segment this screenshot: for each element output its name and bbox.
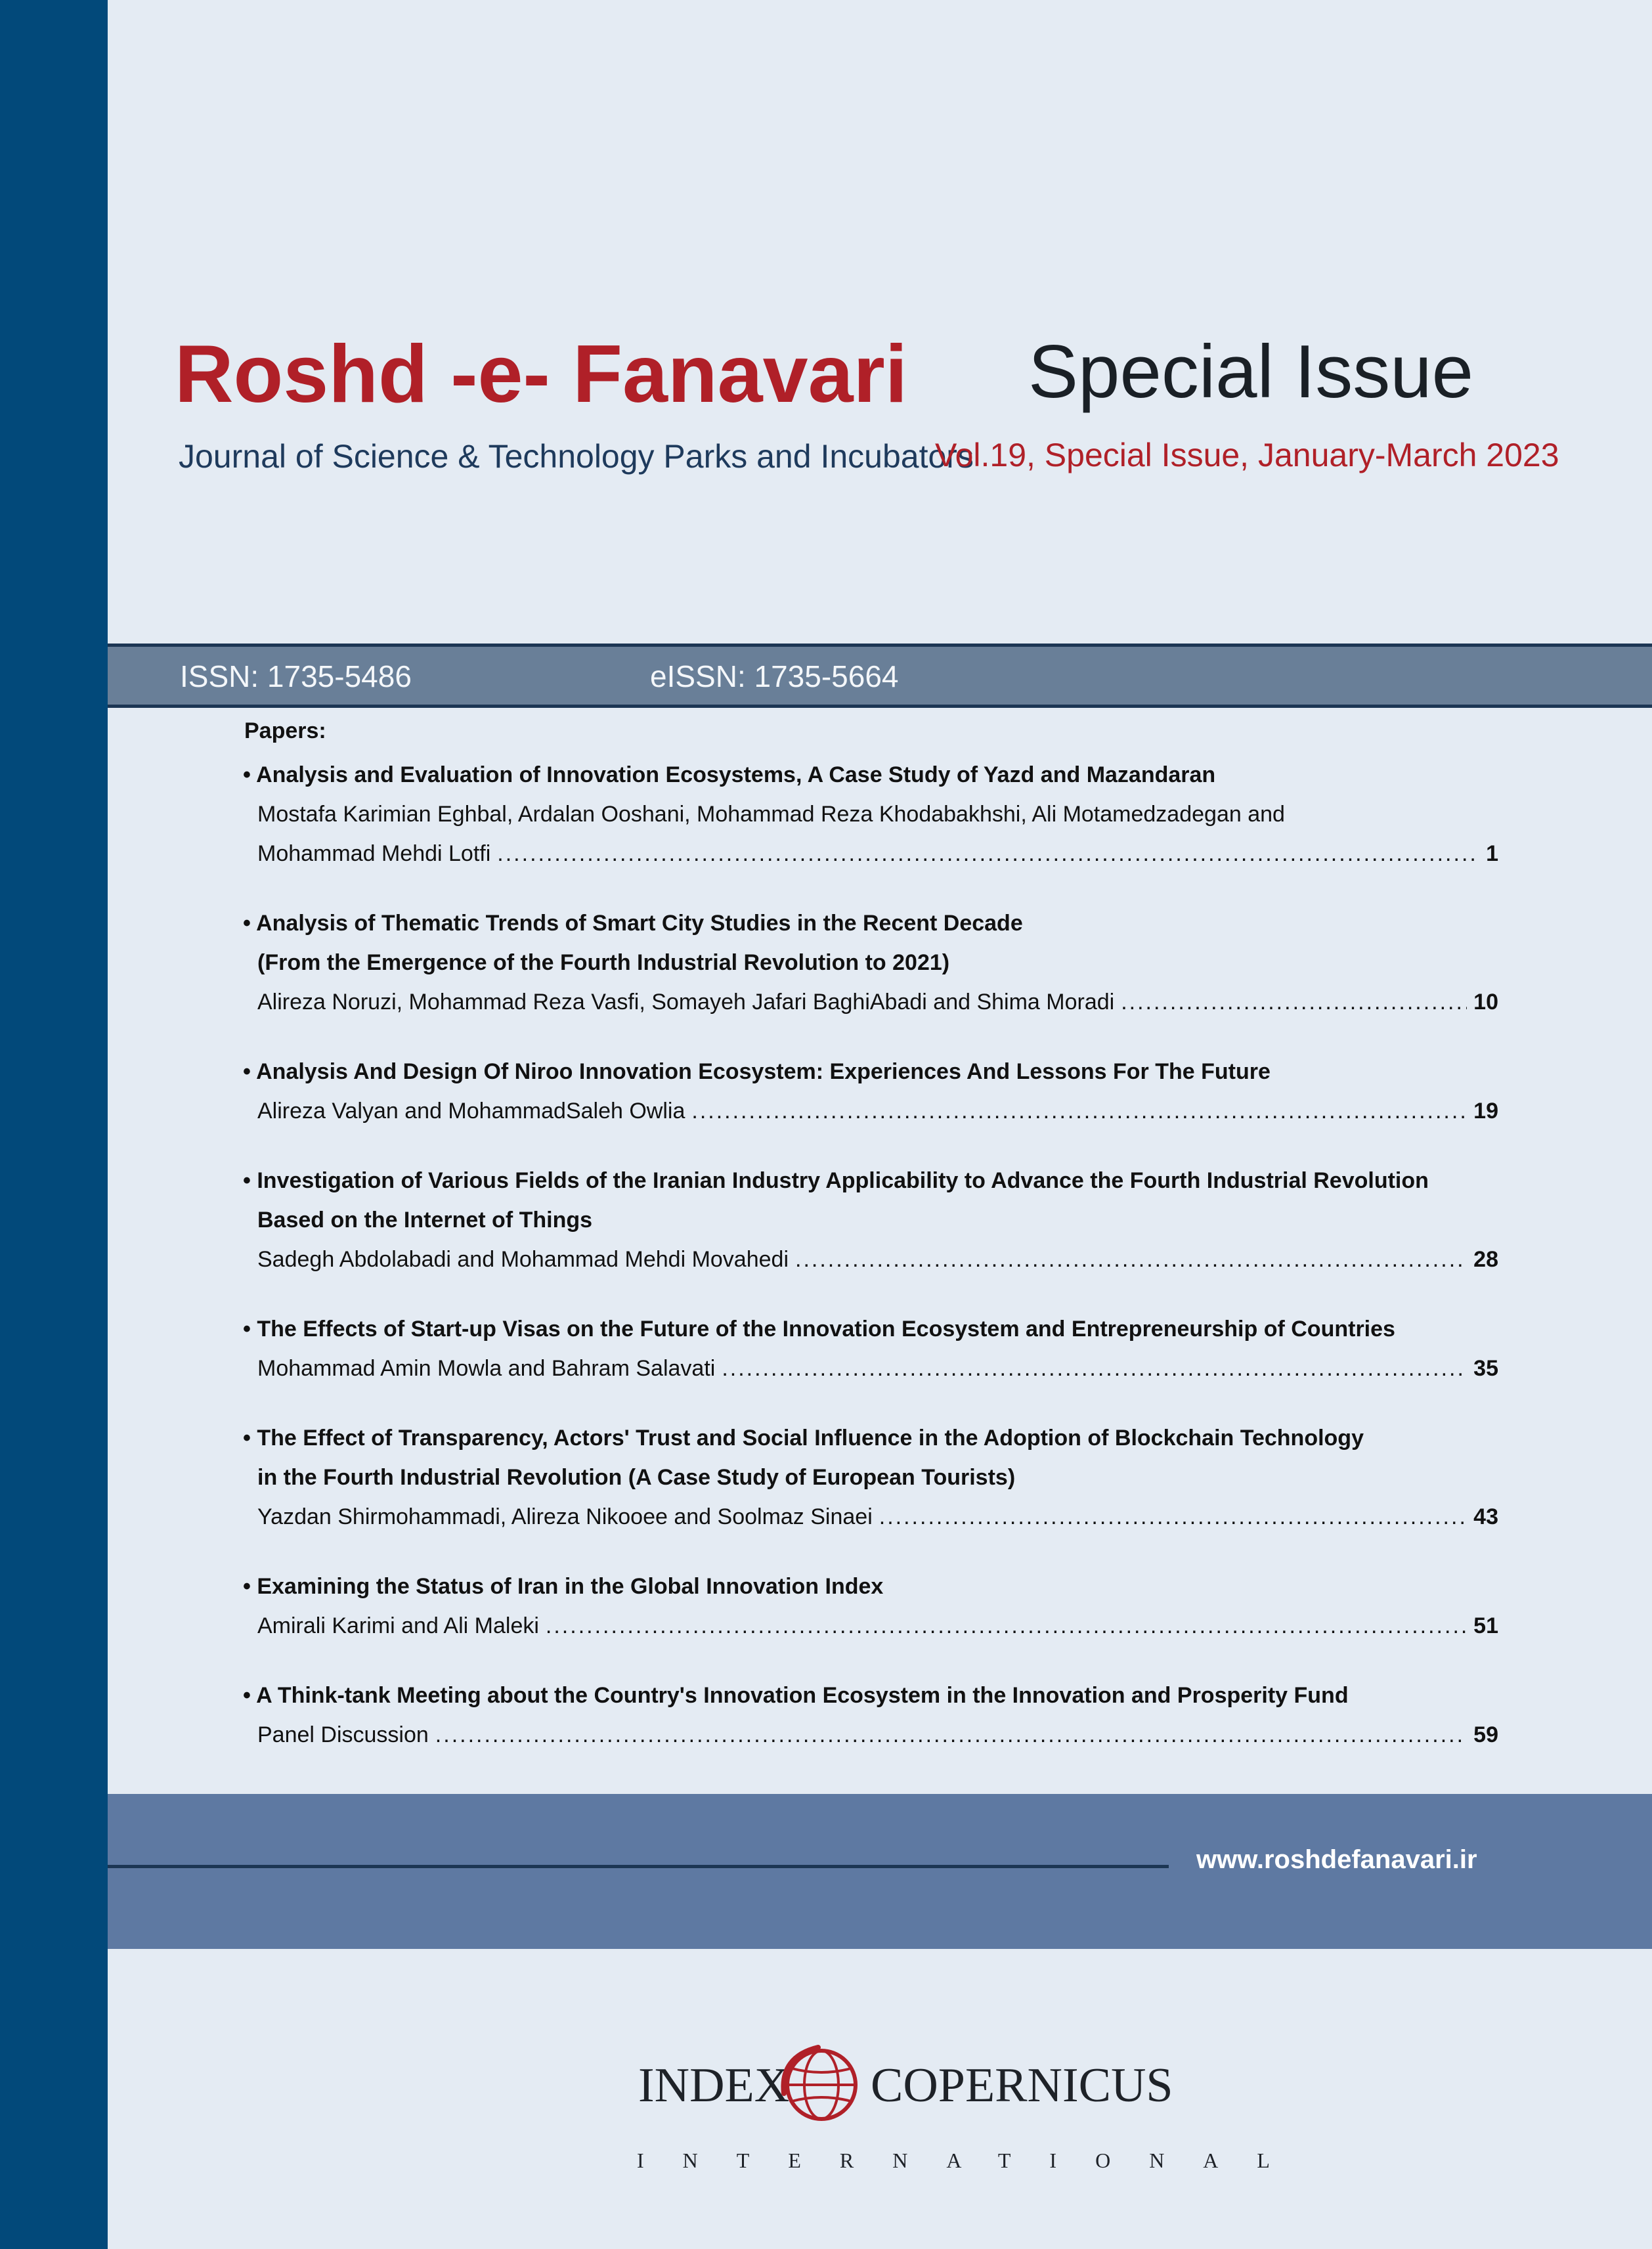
dot-leader [435, 1715, 1467, 1755]
paper-authors: Yazdan Shirmohammadi, Alireza Nikooee and Soolmaz Sinaei [257, 1504, 873, 1529]
page-number: 1 [1486, 841, 1498, 866]
page-number: 51 [1473, 1613, 1498, 1638]
page-number: 19 [1473, 1099, 1498, 1124]
left-sidebar-stripe [0, 0, 108, 2249]
papers-heading: Papers: [244, 718, 326, 743]
page-number: 43 [1473, 1504, 1498, 1529]
table-of-contents [243, 755, 1498, 1785]
page-number: 10 [1473, 990, 1498, 1015]
dot-leader [546, 1606, 1467, 1646]
toc-entry [243, 1676, 1498, 1755]
paper-author-line [243, 1240, 1498, 1279]
issue-title: Special Issue [1028, 330, 1474, 414]
paper-title: • Investigation of Various Fields of the Iranian Industry Applicability to Advance the Fourth Industrial Revolution [243, 1168, 1429, 1193]
paper-title: • Analysis and Evaluation of Innovation Ecosystems, A Case Study of Yazd and Mazandaran [243, 762, 1216, 787]
paper-authors: Mostafa Karimian Eghbal, Ardalan Ooshani, Mohammad Reza Khodabakhshi, Ali Motamedzadegan and [257, 802, 1285, 827]
dot-leader [879, 1497, 1467, 1537]
page-number: 28 [1473, 1247, 1498, 1272]
journal-title: Roshd -e- Fanavari [175, 329, 908, 420]
website-link[interactable]: www.roshdefanavari.ir [1196, 1845, 1477, 1874]
paper-authors: Sadegh Abdolabadi and Mohammad Mehdi Movahedi [257, 1247, 789, 1272]
eissn: eISSN: 1735-5664 [650, 659, 899, 693]
page-number: 35 [1473, 1356, 1498, 1381]
paper-title: • A Think-tank Meeting about the Country's Innovation Ecosystem in the Innovation and Prosperity Fund [243, 1683, 1349, 1708]
paper-authors: Mohammad Mehdi Lotfi [257, 841, 491, 866]
dot-leader [1121, 982, 1467, 1022]
dot-leader [691, 1091, 1467, 1131]
globe-icon [779, 2042, 864, 2128]
paper-author-line [243, 1606, 1498, 1646]
logo-word-index: INDEX [638, 2059, 790, 2112]
toc-entry [243, 904, 1498, 1022]
toc-entry [243, 1309, 1498, 1388]
paper-title: Based on the Internet of Things [257, 1208, 593, 1233]
paper-title: • The Effect of Transparency, Actors' Trust and Social Influence in the Adoption of Blockchain Technology [243, 1426, 1364, 1451]
paper-title: • Analysis And Design Of Niroo Innovation Ecosystem: Experiences And Lessons For The Future [243, 1059, 1271, 1084]
dot-leader [497, 834, 1479, 873]
paper-title: • Analysis of Thematic Trends of Smart City Studies in the Recent Decade [243, 911, 1023, 936]
toc-entry [243, 1567, 1498, 1646]
paper-authors: Panel Discussion [257, 1722, 429, 1747]
toc-entry [243, 755, 1498, 873]
paper-author-line [243, 1715, 1498, 1755]
paper-authors: Alireza Valyan and MohammadSaleh Owlia [257, 1099, 685, 1124]
toc-entry [243, 1161, 1498, 1279]
toc-entry [243, 1418, 1498, 1537]
footer-band [108, 1794, 1652, 1949]
paper-author-line [243, 1497, 1498, 1537]
issn-band [108, 644, 1652, 708]
paper-title: • The Effects of Start-up Visas on the Future of the Innovation Ecosystem and Entrepreneurship of Countries [243, 1317, 1395, 1342]
paper-title: • Examining the Status of Iran in the Global Innovation Index [243, 1574, 884, 1599]
logo-word-copernicus: COPERNICUS [871, 2059, 1173, 2112]
index-copernicus-logo [0, 2036, 1652, 2206]
journal-subtitle: Journal of Science & Technology Parks and Incubators [179, 438, 974, 475]
issue-volume: Vol.19, Special Issue, January-March 2023 [935, 437, 1559, 473]
paper-author-line [243, 834, 1498, 873]
paper-authors: Amirali Karimi and Ali Maleki [257, 1613, 539, 1638]
logo-word-international: INTERNATIONAL [637, 2149, 1309, 2172]
paper-author-line [243, 1349, 1498, 1388]
toc-entry [243, 1052, 1498, 1131]
paper-authors: Mohammad Amin Mowla and Bahram Salavati [257, 1356, 716, 1381]
paper-title: (From the Emergence of the Fourth Industrial Revolution to 2021) [257, 950, 950, 975]
paper-author-line [243, 982, 1498, 1022]
issn: ISSN: 1735-5486 [180, 659, 412, 693]
footer-divider [108, 1865, 1169, 1868]
page-number: 59 [1473, 1722, 1498, 1747]
paper-author-line [243, 1091, 1498, 1131]
dot-leader [722, 1349, 1467, 1388]
paper-title: in the Fourth Industrial Revolution (A Case Study of European Tourists) [257, 1465, 1016, 1490]
dot-leader [795, 1240, 1467, 1279]
paper-authors: Alireza Noruzi, Mohammad Reza Vasfi, Somayeh Jafari BaghiAbadi and Shima Moradi [257, 990, 1115, 1015]
